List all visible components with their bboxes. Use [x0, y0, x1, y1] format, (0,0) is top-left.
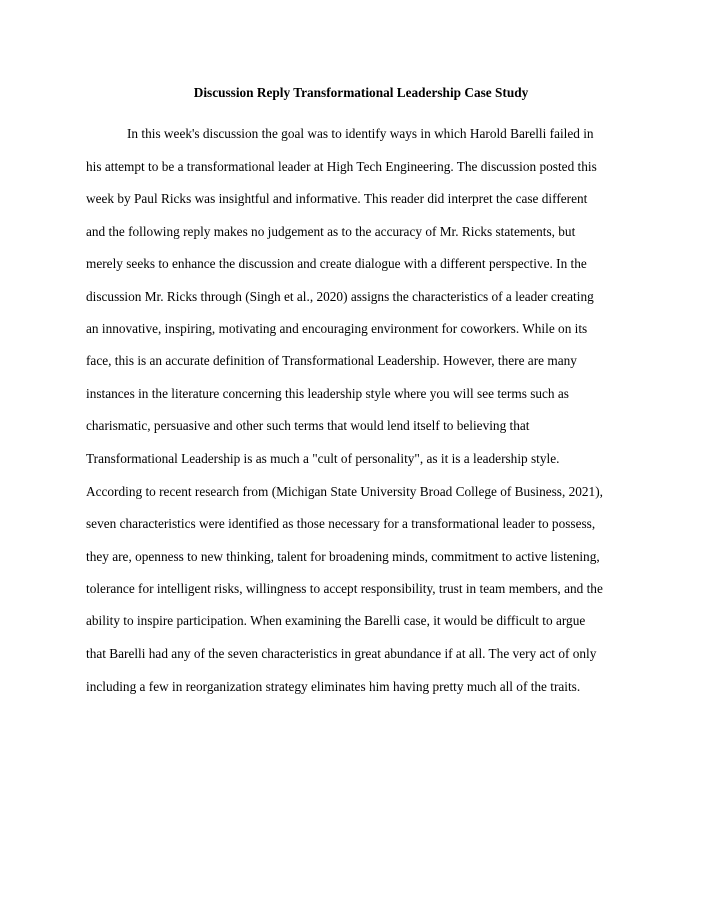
paragraph-line: seven characteristics were identified as those necessary for a transformational leader to possess, [86, 516, 596, 531]
paragraph-line: that Barelli had any of the seven characteristics in great abundance if at all. The very act of only [86, 646, 597, 661]
paragraph-line: and the following reply makes no judgement as to the accuracy of Mr. Ricks statements, but [86, 224, 576, 239]
document-title: Discussion Reply Transformational Leadership Case Study [193, 85, 529, 100]
paragraph-line: charismatic, persuasive and other such terms that would lend itself to believing that [86, 418, 530, 433]
paragraph-line: ability to inspire participation. When examining the Barelli case, it would be difficult to argue [86, 613, 586, 628]
paragraph-line: Transformational Leadership is as much a "cult of personality", as it is a leadership style. [86, 451, 560, 466]
paragraph-line: In this week's discussion the goal was to identify ways in which Harold Barelli failed in [127, 126, 594, 141]
paragraph-line: an innovative, inspiring, motivating and encouraging environment for coworkers. While on its [86, 321, 588, 336]
paragraph-line: face, this is an accurate definition of Transformational Leadership. However, there are many [86, 353, 577, 368]
paragraph-line: week by Paul Ricks was insightful and informative. This reader did interpret the case different [86, 191, 588, 206]
paragraph-line: his attempt to be a transformational leader at High Tech Engineering. The discussion posted this [86, 159, 597, 174]
paragraph-line: According to recent research from (Michigan State University Broad College of Business, 2021), [86, 484, 603, 499]
paragraph-line: including a few in reorganization strategy eliminates him having pretty much all of the traits. [86, 679, 581, 694]
paragraph-line: tolerance for intelligent risks, willingness to accept responsibility, trust in team members, and the [86, 581, 603, 596]
paragraph-line: they are, openness to new thinking, talent for broadening minds, commitment to active listening, [86, 549, 600, 564]
paragraph-line: merely seeks to enhance the discussion and create dialogue with a different perspective. In the [86, 256, 587, 271]
paragraph-line: discussion Mr. Ricks through (Singh et al., 2020) assigns the characteristics of a leader creating [86, 289, 594, 304]
paragraph-line: instances in the literature concerning this leadership style where you will see terms such as [86, 386, 569, 401]
